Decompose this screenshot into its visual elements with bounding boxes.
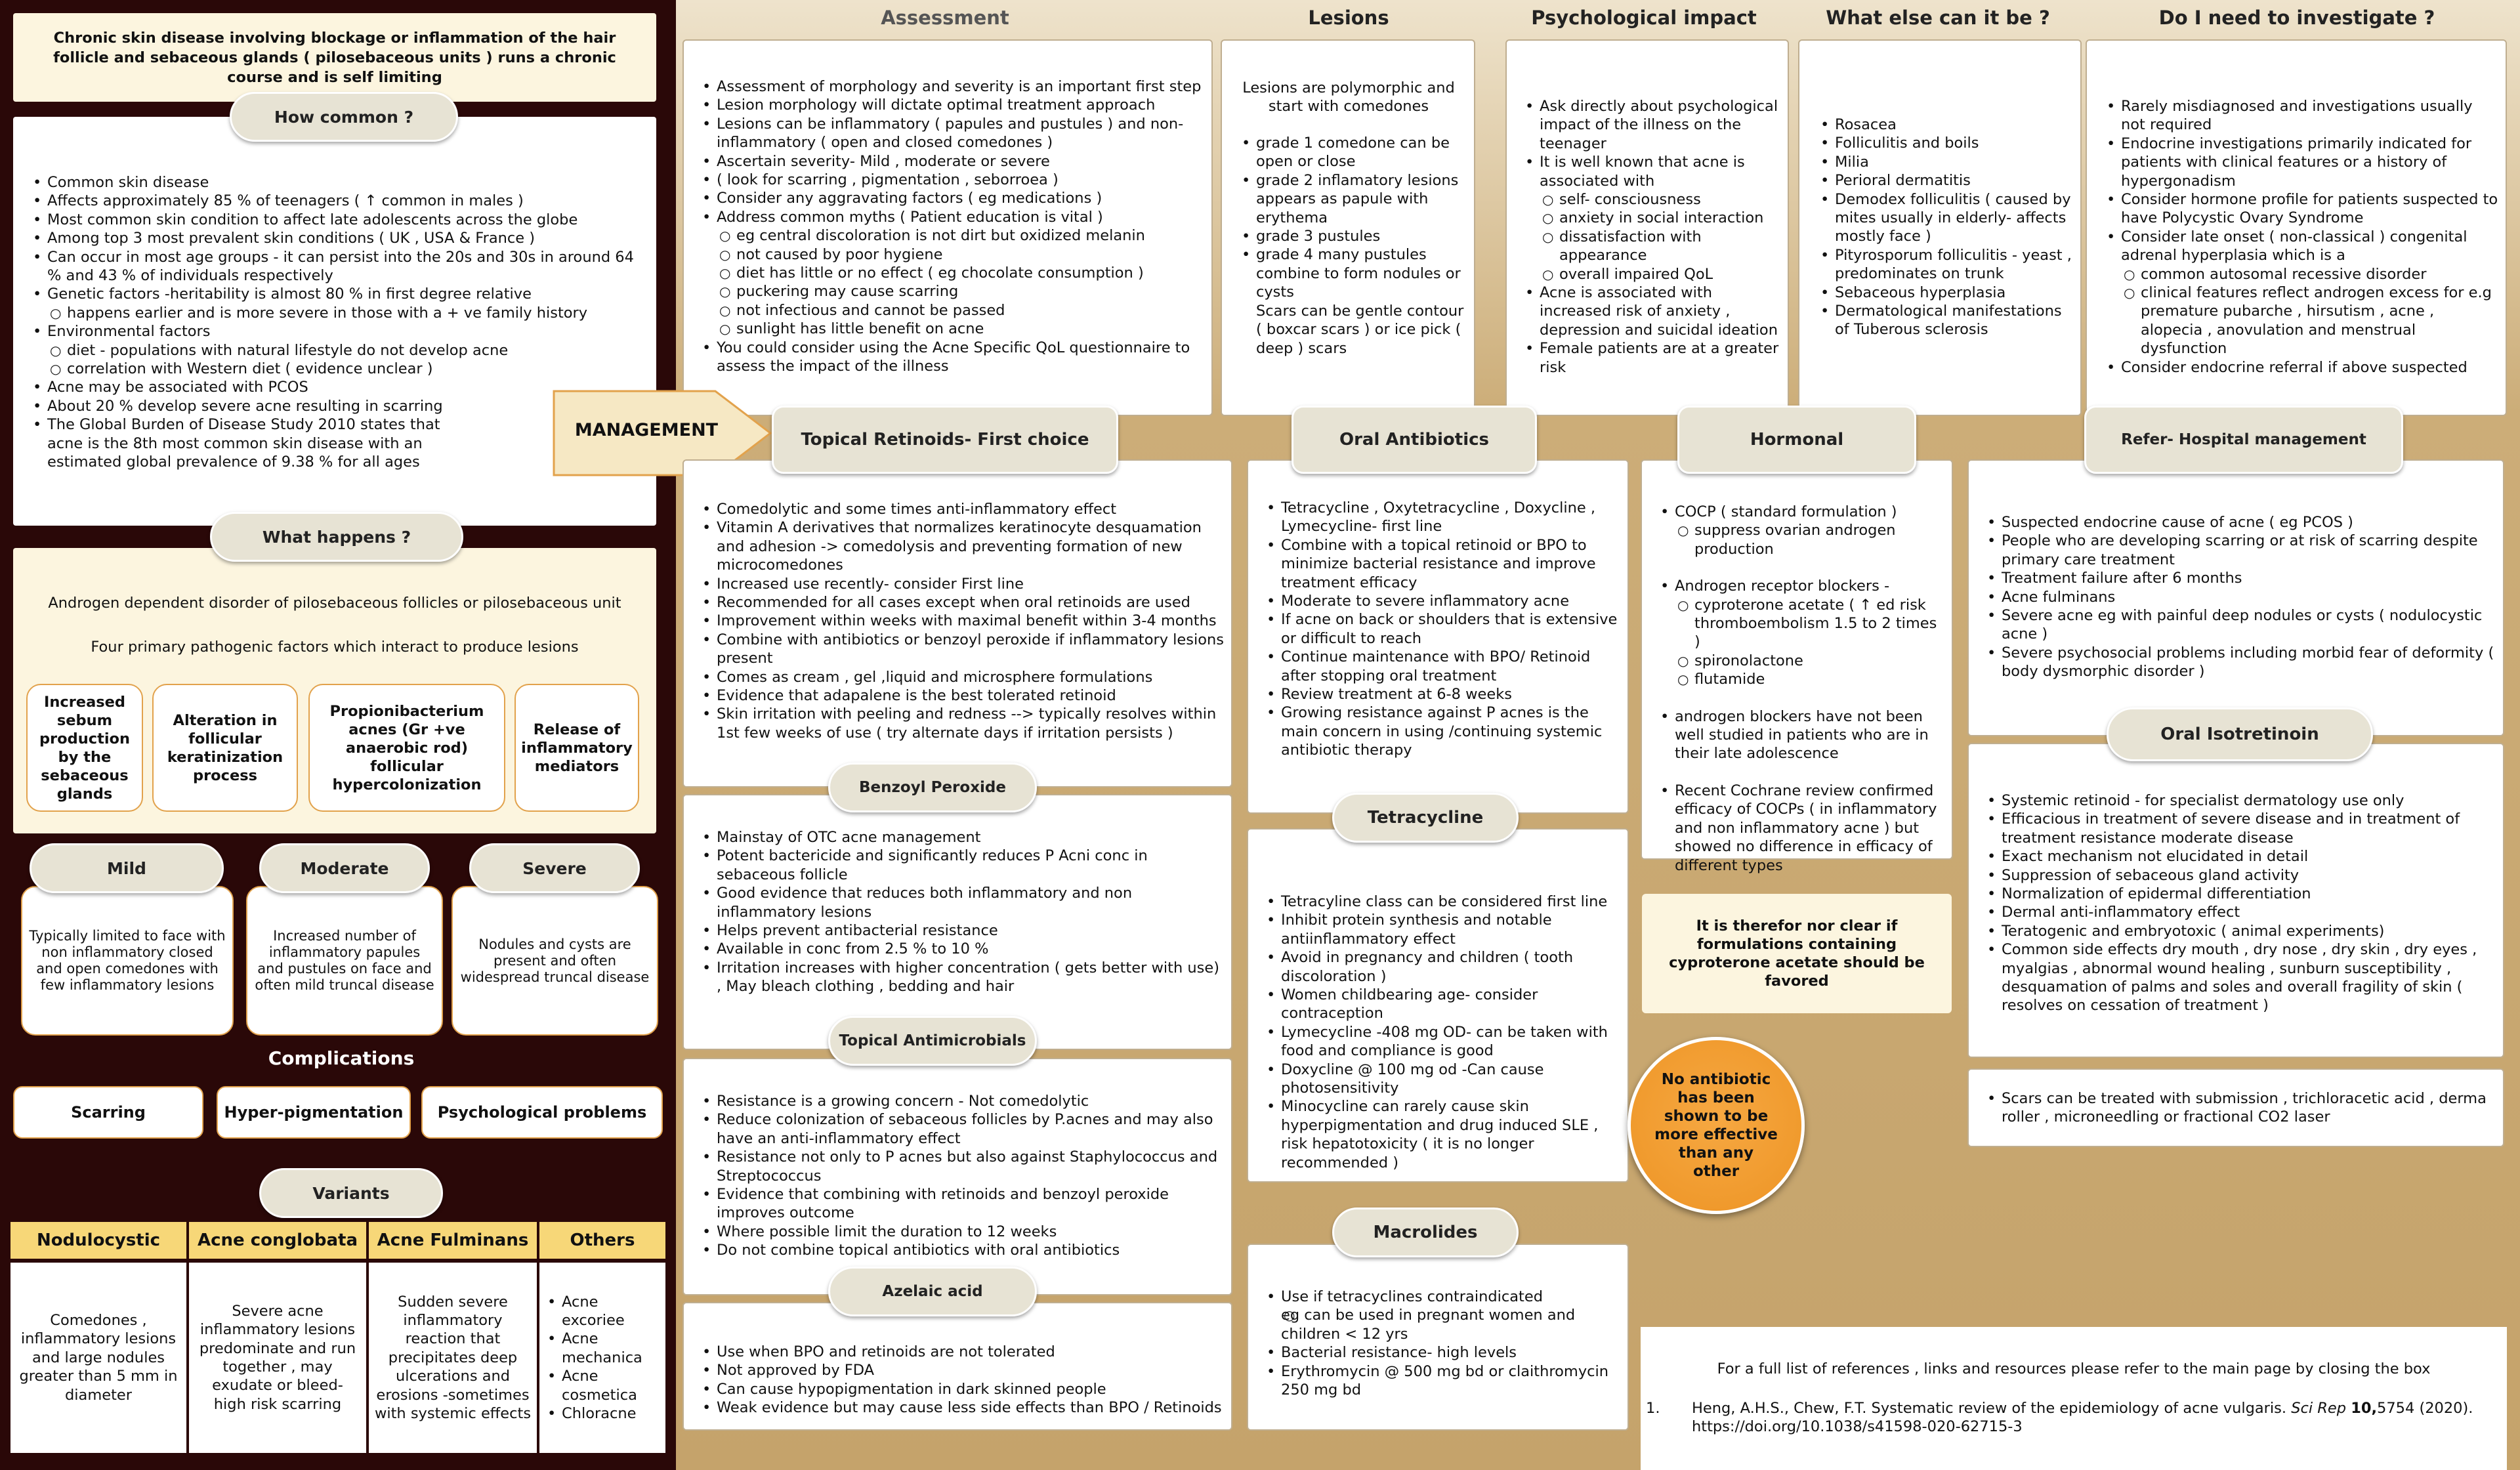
list-item: • Perioral dermatitis — [1818, 171, 2078, 190]
list-item: • Inhibit protein synthesis and notable antiinflammatory effect — [1264, 911, 1622, 948]
list-item: • Available in conc from 2.5 % to 10 % — [700, 940, 1225, 958]
list-item: • Recommended for all cases except when oral retinoids are used — [700, 593, 1225, 612]
list-item: • Teratogenic and embryotoxic ( animal experiments) — [1984, 922, 2496, 940]
hormonal-title: Hormonal — [1677, 406, 1916, 474]
list-item: • Affects approximately 85 % of teenagers ( ↑ common in males ) — [30, 192, 647, 210]
list-item: • Scars can be treated with submission , trichloracetic acid , derma roller , microneedling or fractional CO2 laser — [1984, 1089, 2496, 1127]
list-item: • Exact mechanism not elucidated in detail — [1984, 847, 2496, 866]
list-item: • Comedolytic and some times anti-inflammatory effect — [700, 500, 1225, 518]
list-item: • grade 3 pustules — [1239, 227, 1469, 245]
list-item: ○ correlation with Western diet ( evidence unclear ) — [30, 360, 647, 378]
list-item: • grade 1 comedone can be open or close — [1239, 134, 1469, 171]
hormonal-note: It is therefor nor clear if formulations containing cyproterone acetate should be favored — [1642, 894, 1952, 1013]
list-item: • Consider hormone profile for patients suspected to have Polycystic Ovary Syndrome — [2104, 190, 2500, 228]
list-item: • Review treatment at 6-8 weeks — [1264, 685, 1622, 704]
list-item: • Lymecycline -408 mg OD- can be taken with food and compliance is good — [1264, 1023, 1622, 1060]
list-item: • Dermatological manifestations of Tuberous sclerosis — [1818, 302, 2078, 339]
list-item: • Severe psychosocial problems including morbid fear of deformity ( body dysmorphic disorder ) — [1984, 644, 2496, 681]
macrolides-list — [1264, 1288, 1622, 1399]
complication-psychological: Psychological problems — [421, 1086, 663, 1139]
list-item: • Genetic factors -heritability is almost 80 % in first degree relative — [30, 285, 647, 303]
list-item: • About 20 % develop severe acne resulting in scarring — [30, 397, 647, 415]
variant-others-head: Others — [539, 1222, 665, 1259]
list-item: ○ not caused by poor hygiene — [700, 245, 1202, 264]
variant-nodulocystic-head: Nodulocystic — [10, 1222, 186, 1259]
isotretinoin-list — [1984, 791, 2496, 1015]
retinoids-list — [700, 500, 1225, 742]
bpo-title: Benzoyl Peroxide — [828, 763, 1037, 812]
list-item: • Continue maintenance with BPO/ Retinoid after stopping oral treatment — [1264, 648, 1622, 685]
list-item: • Most common skin condition to affect late adolescents across the globe — [30, 211, 647, 229]
list-item: • Where possible limit the duration to 12 weeks — [700, 1223, 1225, 1241]
tetracycline-title: Tetracycline — [1332, 793, 1519, 843]
variant-conglobata-desc: Severe acne inflammatory lesions predominate and run together , may exudate or bleed- high risk scarring — [189, 1263, 366, 1453]
list-item: • Milia — [1818, 153, 2078, 171]
factor-inflammatory: Release of inflammatory mediators — [514, 684, 639, 812]
list-item: • Ascertain severity- Mild , moderate or severe — [700, 152, 1202, 171]
list-item: ○ common autosomal recessive disorder — [2104, 265, 2500, 284]
list-item: ○ spironolactone — [1658, 652, 1945, 670]
assessment-list — [700, 77, 1202, 376]
complications-title: Complications — [268, 1047, 415, 1069]
variant-nodulocystic-desc: Comedones , inflammatory lesions and large nodules greater than 5 mm in diameter — [10, 1263, 186, 1453]
list-item: • Do not combine topical antibiotics with oral antibiotics — [700, 1241, 1225, 1259]
lesions-title: Lesions — [1308, 7, 1389, 29]
hormonal-list — [1658, 503, 1945, 875]
list-item: • Suspected endocrine cause of acne ( eg PCOS ) — [1984, 513, 2496, 532]
list-item: ○ anxiety in social interaction — [1522, 209, 1784, 227]
lesions-scars: Scars can be gentle contour ( boxcar scars ) or ice pick ( deep ) scars — [1256, 303, 1464, 357]
list-item: • Comes as cream , gel ,liquid and microsphere formulations — [700, 668, 1225, 686]
list-item: • Chloracne — [545, 1404, 643, 1423]
intro-text: Chronic skin disease involving blockage or inflammation of the hair follicle and sebaceous glands ( pilosebaceous units ) runs a chronic course and is self limiting — [53, 29, 616, 86]
list-item: • Demodex folliculitis ( caused by mites usually in elderly- affects mostly face ) — [1818, 190, 2078, 246]
variant-others-list — [539, 1263, 665, 1453]
list-item: • grade 2 inflamatory lesions appears as papule with erythema — [1239, 171, 1469, 227]
list-item: • Folliculitis and boils — [1818, 134, 2078, 152]
list-item: • Consider late onset ( non-classical ) congenital adrenal hyperplasia which is a — [2104, 228, 2500, 265]
list-item: • Combine with a topical retinoid or BPO to minimize bacterial resistance and improve treatment efficacy — [1264, 536, 1622, 592]
list-item: • Lesion morphology will dictate optimal treatment approach — [700, 96, 1202, 114]
list-item: • Women childbearing age- consider contraception — [1264, 986, 1622, 1023]
list-item: • Assessment of morphology and severity is an important first step — [700, 77, 1202, 96]
list-item: • Ask directly about psychological impact of the illness on the teenager — [1522, 97, 1784, 153]
list-item: • ( look for scarring , pigmentation , seborroea ) — [700, 171, 1202, 189]
list-item: • Pityrosporum folliculitis - yeast , predominates on trunk — [1818, 246, 2078, 284]
list-item: • Endocrine investigations primarily indicated for patients with clinical features or a history of hypergonadism — [2104, 135, 2500, 190]
list-item: • Helps prevent antibacterial resistance — [700, 921, 1225, 940]
variant-fulminans-head: Acne Fulminans — [369, 1222, 537, 1259]
list-item: • Mainstay of OTC acne management — [700, 828, 1225, 847]
list-item: • Systemic retinoid - for specialist dermatology use only — [1984, 791, 2496, 810]
list-item: • Reduce colonization of sebaceous follicles by P.acnes and may also have an anti-inflammatory effect — [700, 1110, 1225, 1148]
list-item: • Evidence that adapalene is the best tolerated retinoid — [700, 686, 1225, 705]
list-item: ○ not infectious and cannot be passed — [700, 301, 1202, 320]
antimicrobials-list — [700, 1092, 1225, 1260]
list-item: • Skin irritation with peeling and redness --> typically resolves within 1st few weeks of use ( try alternate days if irritation persists ) — [700, 705, 1225, 742]
list-item: • Minocycline can rarely cause skin hyperpigmentation and drug induced SLE , risk hepatotoxicity ( it is no longer recommended ) — [1264, 1097, 1622, 1172]
list-item: ○ sunlight has little benefit on acne — [700, 320, 1202, 338]
list-item: ○ cyproterone acetate ( ↑ ed risk thromboembolism 1.5 to 2 times ) — [1658, 596, 1945, 652]
list-item: • Lesions can be inflammatory ( papules and pustules ) and non-inflammatory ( open and closed comedones ) — [700, 115, 1202, 152]
lesions-intro: Lesions are polymorphic and start with comedones — [1242, 79, 1455, 116]
list-item: ○ diet has little or no effect ( eg chocolate consumption ) — [700, 264, 1202, 282]
what-happens-line2: Four primary pathogenic factors which interact to produce lesions — [91, 639, 579, 656]
complication-scarring: Scarring — [13, 1086, 203, 1139]
list-item: • Vitamin A derivatives that normalizes keratinocyte desquamation and adhesion -> comedolysis and preventing formation of new microcomedones — [700, 518, 1225, 574]
variant-fulminans-desc: Sudden severe inflammatory reaction that precipitates deep ulcerations and erosions -sometimes with systemic effects — [369, 1263, 537, 1453]
list-item: • Improvement within weeks with maximal benefit within 3-4 months — [700, 612, 1225, 630]
macrolides-title: Macrolides — [1332, 1208, 1519, 1257]
management-label: MANAGEMENT — [574, 420, 719, 440]
list-item: • Rosacea — [1818, 116, 2078, 134]
list-item: • People who are developing scarring or at risk of scarring despite primary care treatment — [1984, 532, 2496, 569]
scars-list — [1984, 1089, 2496, 1127]
list-item: • Use if tetracyclines contraindicated — [1264, 1288, 1622, 1306]
list-item: • Acne may be associated with PCOS — [30, 378, 647, 396]
list-item: ○ diet - populations with natural lifestyle do not develop acne — [30, 341, 647, 360]
list-item: • Consider endocrine referral if above suspected — [2104, 358, 2500, 377]
list-item: • Acne mechanica — [545, 1330, 643, 1367]
list-item: • Among top 3 most prevalent skin conditions ( UK , USA & France ) — [30, 229, 647, 247]
list-item: • Doxycline @ 100 mg od -Can cause photosensitivity — [1264, 1060, 1622, 1098]
list-item: • Address common myths ( Patient education is vital ) — [700, 208, 1202, 226]
list-item: • Common skin disease — [30, 173, 647, 192]
list-item: • Normalization of epidermal differentiation — [1984, 885, 2496, 903]
list-item: • Resistance is a growing concern - Not comedolytic — [700, 1092, 1225, 1110]
list-item: • Efficacious in treatment of severe disease and in treatment of treatment resistance moderate disease — [1984, 810, 2496, 847]
list-item: • Suppression of sebaceous gland activity — [1984, 866, 2496, 885]
severity-severe-desc: Nodules and cysts are present and often widespread truncal disease — [452, 886, 658, 1036]
retinoids-title: Topical Retinoids- First choice — [772, 406, 1118, 474]
what-happens-line1: Androgen dependent disorder of pilosebaceous follicles or pilosebaceous unit — [48, 595, 621, 612]
reference-item: 1. Heng, A.H.S., Chew, F.T. Systematic review of the epidemiology of acne vulgaris. Sci Rep 10,5754 (2020). https://doi.org/10.1038/s41598-020-62715-3 — [1646, 1400, 2473, 1436]
investigate-title: Do I need to investigate ? — [2158, 7, 2435, 29]
variants-title: Variants — [259, 1168, 443, 1218]
list-item: • Potent bactericide and significantly reduces P Acni conc in sebaceous follicle — [700, 847, 1225, 884]
list-item: • Tetracyline class can be considered first line — [1264, 892, 1622, 911]
factor-sebum: Increased sebum production by the sebaceous glands — [26, 684, 143, 812]
list-item: ○ puckering may cause scarring — [700, 282, 1202, 301]
list-item: • Female patients are at a greater risk — [1522, 339, 1784, 377]
oral-ab-list — [1264, 499, 1622, 760]
list-item: • Not approved by FDA — [700, 1361, 1225, 1379]
list-item: • Common side effects dry mouth , dry nose , dry skin , dry eyes , myalgias , abnormal wound healing , sunburn susceptibility , desquamation of palms and soles and overall fragility of skin ( resolves on cessation of treatment ) — [1984, 940, 2496, 1015]
severity-moderate-desc: Increased number of inflammatory papules and pustules on face and often mild truncal disease — [246, 886, 443, 1036]
psych-title: Psychological impact — [1531, 7, 1757, 29]
list-item: ○ eg central discoloration is not dirt but oxidized melanin — [700, 226, 1202, 245]
list-item: • Rarely misdiagnosed and investigations usually not required — [2104, 97, 2500, 135]
ddx-list — [1818, 116, 2078, 339]
variant-conglobata-head: Acne conglobata — [189, 1222, 366, 1259]
refer-title: Refer- Hospital management — [2084, 406, 2403, 474]
psych-list — [1522, 97, 1784, 377]
list-item: • Use when BPO and retinoids are not tolerated — [700, 1343, 1225, 1361]
list-item: • Irritation increases with higher concentration ( gets better with use) , May bleach clothing , bedding and hair — [700, 959, 1225, 996]
list-item: • Acne cosmetica — [545, 1367, 643, 1404]
list-item: • If acne on back or shoulders that is extensive or difficult to reach — [1264, 610, 1622, 648]
list-item: ○ clinical features reflect androgen excess for e.g premature pubarche , hirsutism , acne , alopecia , anovulation and menstrual dysfunction — [2104, 284, 2500, 358]
references-intro: For a full list of references , links and resources please refer to the main page by closing the box — [1717, 1360, 2431, 1377]
list-item: • Combine with antibiotics or benzoyl peroxide if inflammatory lesions present — [700, 631, 1225, 668]
reference-doi-link[interactable]: https://doi.org/10.1038/s41598-020-62715-3 — [1692, 1418, 2023, 1436]
list-item: • Consider any aggravating factors ( eg medications ) — [700, 189, 1202, 207]
lesions-list — [1239, 134, 1469, 302]
how-common-title: How common ? — [230, 92, 458, 142]
refer-list — [1984, 513, 2496, 681]
no-antibiotic-circle: No antibiotic has been shown to be more effective than any other — [1628, 1037, 1805, 1214]
list-item: • Androgen receptor blockers - — [1658, 577, 1945, 595]
intro-box — [13, 13, 656, 102]
severity-mild-desc: Typically limited to face with non inflammatory closed and open comedones with few inflammatory lesions — [21, 886, 234, 1036]
list-item: • grade 4 many pustules combine to form nodules or cysts — [1239, 245, 1469, 301]
list-item: • Environmental factors — [30, 322, 647, 341]
list-item: • androgen blockers have not been well studied in patients who are in their late adolescence — [1658, 707, 1945, 763]
severity-mild-label: Mild — [30, 843, 224, 893]
antimicrobials-title: Topical Antimicrobials — [828, 1016, 1037, 1066]
list-item: • Acne is associated with increased risk of anxiety , depression and suicidal ideation — [1522, 284, 1784, 339]
list-item: • Erythromycin @ 500 mg bd or claithromycin 250 mg bd — [1264, 1362, 1622, 1400]
list-item: • Increased use recently- consider First line — [700, 575, 1225, 593]
list-item: • Good evidence that reduces both inflammatory and non inflammatory lesions — [700, 884, 1225, 921]
list-item: • Bacterial resistance- high levels — [1264, 1343, 1622, 1362]
list-item: • You could consider using the Acne Specific QoL questionnaire to assess the impact of the illness — [700, 339, 1202, 376]
list-item: • Evidence that combining with retinoids and benzoyl peroxide improves outcome — [700, 1185, 1225, 1223]
list-item: • It is well known that acne is associated with — [1522, 153, 1784, 190]
list-item: • Acne excoriee — [545, 1293, 643, 1330]
list-item: • Moderate to severe inflammatory acne — [1264, 592, 1622, 610]
list-item: • Resistance not only to P acnes but also against Staphylococcus and Streptococcus — [700, 1148, 1225, 1185]
list-item: ○ eg can be used in pregnant women and children < 12 yrs — [1264, 1306, 1622, 1343]
azelaic-list — [700, 1343, 1225, 1418]
ddx-title: What else can it be ? — [1826, 7, 2050, 29]
list-item: • Weak evidence but may cause less side effects than BPO / Retinoids — [700, 1398, 1225, 1417]
severity-moderate-label: Moderate — [259, 843, 430, 893]
list-item: ○ overall impaired QoL — [1522, 265, 1784, 284]
references-box — [1641, 1327, 2507, 1470]
list-item: • Growing resistance against P acnes is the main concern in using /continuing systemic antibiotic therapy — [1264, 704, 1622, 759]
tetracycline-list — [1264, 892, 1622, 1172]
list-item: • Acne fulminans — [1984, 588, 2496, 606]
oral-ab-title: Oral Antibiotics — [1292, 406, 1537, 474]
list-item: • Recent Cochrane review confirmed efficacy of COCPs ( in inflammatory and non inflammatory acne ) but showed no difference in efficacy of different types — [1658, 782, 1945, 875]
complication-hyperpigmentation: Hyper-pigmentation — [217, 1086, 411, 1139]
list-item: • Sebaceous hyperplasia — [1818, 284, 2078, 302]
list-item: • Severe acne eg with painful deep nodules or cysts ( nodulocystic acne ) — [1984, 606, 2496, 644]
list-item: • Can cause hypopigmentation in dark skinned people — [700, 1380, 1225, 1398]
factor-keratinization: Alteration in follicular keratinization process — [152, 684, 298, 812]
azelaic-title: Azelaic acid — [828, 1267, 1037, 1316]
list-item: • Dermal anti-inflammatory effect — [1984, 903, 2496, 921]
list-item: ○ self- consciousness — [1522, 190, 1784, 209]
list-item: • COCP ( standard formulation ) — [1658, 503, 1945, 521]
list-item: ○ suppress ovarian androgen production — [1658, 521, 1945, 558]
isotretinoin-title: Oral Isotretinoin — [2107, 707, 2373, 761]
list-item: ○ happens earlier and is more severe in those with a + ve family history — [30, 304, 647, 322]
list-item: • The Global Burden of Disease Study 2010 states that acne is the 8th most common skin disease with an estimated global prevalence of 9.38 % for all ages — [30, 415, 647, 471]
assessment-title: Assessment — [881, 7, 1009, 29]
list-item: • Can occur in most age groups - it can persist into the 20s and 30s in around 64 % and 43 % of individuals respectively — [30, 248, 647, 285]
bpo-list — [700, 828, 1225, 996]
investigate-list — [2104, 97, 2500, 377]
list-item: • Tetracycline , Oxytetracycline , Doxycline , Lymecycline- first line — [1264, 499, 1622, 536]
list-item: • Treatment failure after 6 months — [1984, 569, 2496, 587]
list-item: • Avoid in pregnancy and children ( tooth discoloration ) — [1264, 948, 1622, 986]
severity-severe-label: Severe — [469, 843, 640, 893]
factor-propionibacterium: Propionibacterium acnes (Gr +ve anaerobic rod) follicular hypercolonization — [308, 684, 505, 812]
what-happens-title: What happens ? — [210, 512, 463, 562]
list-item: ○ dissatisfaction with appearance — [1522, 228, 1784, 265]
list-item: ○ flutamide — [1658, 670, 1945, 688]
